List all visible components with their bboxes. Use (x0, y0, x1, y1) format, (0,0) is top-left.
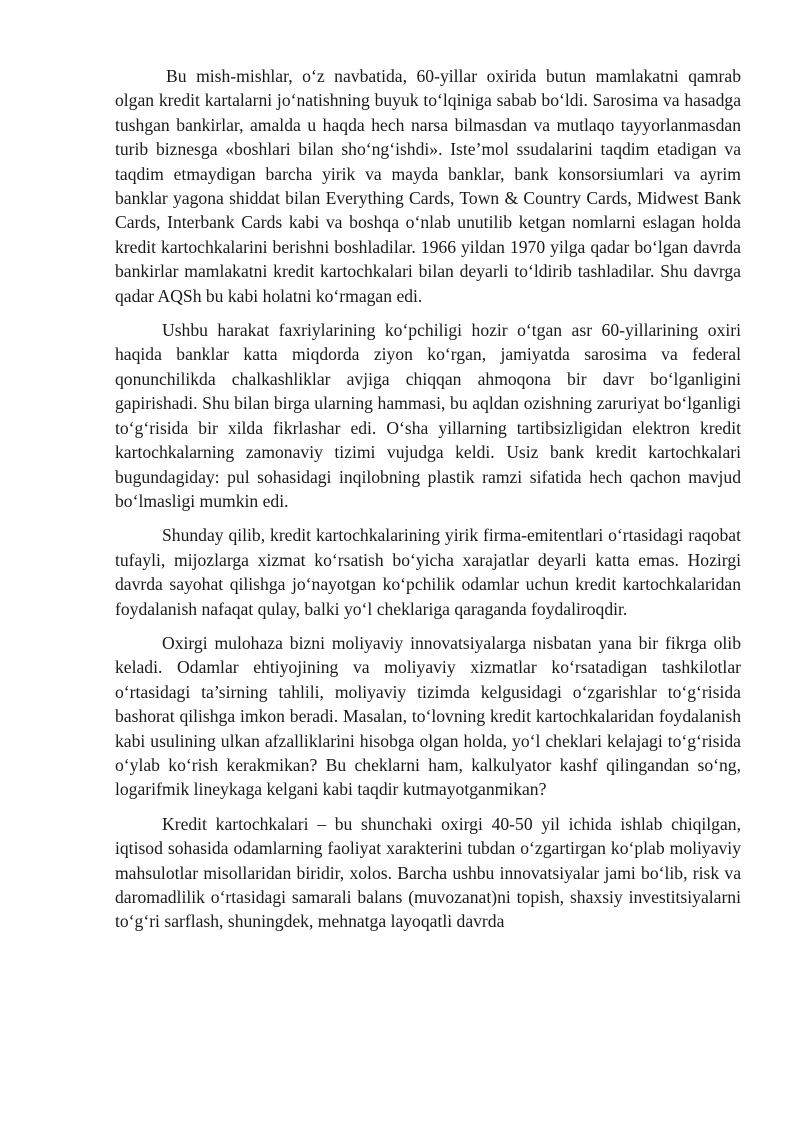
paragraph-1: Bu mish-mishlar, o‘z navbatida, 60-yillar oxirida butun mamlakatni qamrab olgan kredit kartalarni jo‘natishning buyuk to‘lqiniga sabab bo‘ldi. Sarosima va hasadga tushgan bankirlar, amalda u haqda hech narsa bilmasdan va mutlaqo tayyorlanmasdan turib biznesga «boshlari bilan sho‘ng‘ishdi». Iste’mol ssudalarini taqdim etadigan va taqdim etmaydigan barcha yirik va mayda banklar, bank konsorsiumlari va ayrim banklar yagona shiddat bilan Everything Cards, Town & Country Cards, Midwest Bank Cards, Interbank Cards kabi va boshqa o‘nlab unutilib ketgan nomlarni eslagan holda kredit kartochkalarini berishni boshladilar. 1966 yildan 1970 yilga qadar bo‘lgan davrda bankirlar mamlakatni kredit kartochkalari bilan deyarli to‘ldirib tashladilar. Shu davrga qadar AQSh bu kabi holatni ko‘rmagan edi. (115, 66, 741, 306)
paragraph-5: Kredit kartochkalari – bu shunchaki oxirgi 40-50 yil ichida ishlab chiqilgan, iqtisod sohasida odamlarning faoliyat xarakterini tubdan o‘zgartirgan ko‘plab moliyaviy mahsulotlar misollaridan biridir, xolos. Barcha ushbu innovatsiyalar jami bo‘lib, risk va daromadlilik o‘rtasidagi samarali balans (muvozanat)ni topish, shaxsiy investitsiyalarni to‘g‘ri sarflash, shuningdek, mehnatga layoqatli davrda (115, 813, 741, 932)
document-page (115, 64, 741, 944)
paragraph-2: Ushbu harakat faxriylarining ko‘pchiligi hozir o‘tgan asr 60-yillarining oxiri haqida banklar katta miqdorda ziyon ko‘rgan, jamiyatda sarosima va federal qonunchilikda chalkashliklar avjiga chiqqan ahmoqona bir davr bo‘lganligini gapirishadi. Shu bilan birga ularning hammasi, bu aqldan ozishning zaruriyat bo‘lganligi to‘g‘risida bir xilda fikrlashar edi. O‘sha yillarning tartibsizligidan elektron kredit kartochkalarning zamonaviy tizimi vujudga keldi. Usiz bank kredit kartochkalari bugundagiday: pul sohasidagi inqilobning plastik ramzi sifatida hech qachon mavjud bo‘lmasligi mumkin edi. (115, 320, 741, 511)
paragraph-3: Shunday qilib, kredit kartochkalarining yirik firma-emitentlari o‘rtasidagi raqobat tufayli, mijozlarga xizmat ko‘rsatish bo‘yicha xarajatlar deyarli katta emas. Hozirgi davrda sayohat qilishga jo‘nayotgan ko‘pchilik odamlar uchun kredit kartochkalaridan foydalanish nafaqat qulay, balki yo‘l cheklariga qaraganda foydaliroqdir. (115, 525, 741, 619)
paragraph-4: Oxirgi mulohaza bizni moliyaviy innovatsiyalarga nisbatan yana bir fikrga olib keladi. Odamlar ehtiyojining va moliyaviy xizmatlar ko‘rsatadigan tashkilotlar o‘rtasidagi ta’sirning tahlili, moliyaviy tizimda kelgusidagi o‘zgarishlar to‘g‘risida bashorat qilishga imkon beradi. Masalan, to‘lovning kredit kartochkalaridan foydalanish kabi usulining ulkan afzalliklarini hisobga olgan holda, yo‘l cheklari kelajagi to‘g‘risida o‘ylab ko‘rish kerakmikan? Bu cheklarni ham, kalkulyator kashf qilingandan so‘ng, logarifmik lineykaga kelgani kabi taqdir kutmayotganmikan? (115, 632, 741, 800)
